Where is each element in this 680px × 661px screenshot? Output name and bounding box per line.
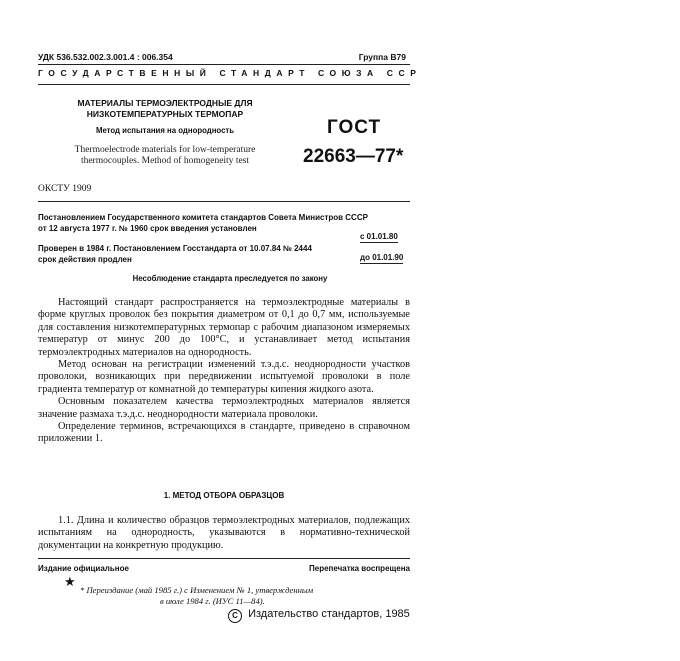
verified-block xyxy=(38,243,368,265)
copyright-icon: С xyxy=(228,609,242,623)
resolution-date-wrap xyxy=(360,232,398,241)
resolution-line-2: от 12 августа 1977 г. № 1960 срок введения установлен xyxy=(38,224,257,233)
verified-line-1: Проверен в 1984 г. Постановлением Госстандарта от 10.07.84 № 2444 xyxy=(38,244,312,253)
verified-date-wrap xyxy=(360,253,403,262)
title-english-line-1: Thermoelectrode materials for low-temperature xyxy=(74,145,256,155)
body-paragraph-1: Настоящий стандарт распространяется на термоэлектродные материалы в форме круглых проволок без покрытия диаметром от 0,1 до 0,7 мм, используемые для составления низкотемпературных термопар с рабочим диапазоном измеряемых температур от минус 200 до 100°C, и устанавливает метод испытания термоэлектродных материалов на однородность. xyxy=(38,297,410,358)
no-reprint-label: Перепечатка воспрещена xyxy=(309,564,410,573)
title-subtitle: Метод испытания на однородность xyxy=(95,126,235,135)
star-icon: ★ xyxy=(64,574,76,589)
header-rule-top xyxy=(38,64,410,65)
title-line-1: МАТЕРИАЛЫ ТЕРМОЭЛЕКТРОДНЫЕ ДЛЯ xyxy=(77,98,253,108)
copyright-line xyxy=(228,608,410,623)
oksty-code: ОКСТУ 1909 xyxy=(38,184,92,194)
section-1-text xyxy=(38,515,410,552)
footer-rule xyxy=(38,558,410,559)
verified-line-2: срок действия продлен xyxy=(38,255,132,264)
body-paragraph-4: Определение терминов, встречающихся в стандарте, приведено в справочном приложении 1. xyxy=(38,421,410,445)
body-paragraph-2: Метод основан на регистрации изменений т.э.д.с. неоднородности участков проволоки, возникающих при передвижении испытуемой проволоки в поле градиента температур от комнатной до температуры кипения жидкого азота. xyxy=(38,359,410,395)
body-paragraph-3: Основным показателем качества термоэлектродных материалов является значение размаха т.э.д.с. неоднородности материала проволоки. xyxy=(38,396,410,420)
header-rule-bottom xyxy=(38,84,410,85)
gost-number: 22663—77* xyxy=(303,146,404,167)
verified-date: до 01.01.90 xyxy=(360,253,404,262)
resolution-line-1: Постановлением Государственного комитета стандартов Совета Министров СССР xyxy=(38,213,368,222)
reprint-note-line-2: в июле 1984 г. (ИУС 11—84). xyxy=(160,596,265,606)
copyright-text: Издательство стандартов, 1985 xyxy=(248,608,410,620)
title-block xyxy=(60,98,270,167)
title-english-line-2: thermocouples. Method of homogeneity test xyxy=(80,156,250,166)
udk-code: УДК 536.532.002.3.001.4 : 006.354 xyxy=(38,52,173,62)
official-edition-label: Издание официальное xyxy=(38,564,129,573)
resolution-date: с 01.01.80 xyxy=(360,232,398,241)
state-standard-banner: ГОСУДАРСТВЕННЫЙ СТАНДАРТ СОЮЗА ССР xyxy=(38,68,422,78)
reprint-note xyxy=(80,585,410,607)
title-line-2: НИЗКОТЕМПЕРАТУРНЫХ ТЕРМОПАР xyxy=(86,109,244,119)
group-code: Группа В79 xyxy=(358,52,406,62)
section-1-title: 1. МЕТОД ОТБОРА ОБРАЗЦОВ xyxy=(163,491,285,500)
reprint-note-line-1: * Переиздание (май 1985 г.) с Изменением № 1, утвержденным xyxy=(80,585,314,595)
legal-notice: Несоблюдение стандарта преследуется по закону xyxy=(132,274,328,283)
gost-label: ГОСТ xyxy=(327,117,382,138)
section-rule-1 xyxy=(38,201,410,202)
section-1-paragraph-1: 1.1. Длина и количество образцов термоэлектродных материалов, подлежащих испытаниям на однородность, указываются в нормативно-технической документации на конкретную продукцию. xyxy=(38,515,410,551)
body-text xyxy=(38,297,410,446)
resolution-block xyxy=(38,212,410,234)
